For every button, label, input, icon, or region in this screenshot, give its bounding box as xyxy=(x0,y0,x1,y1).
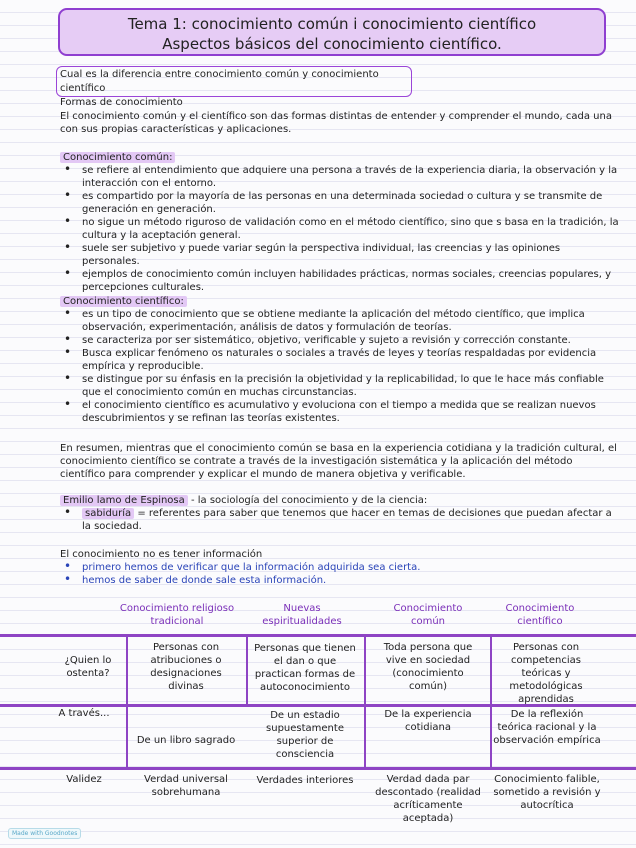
table-cell: De un libro sagrado xyxy=(136,735,236,746)
table-cell: Personas que tienen el dan o que practican formas de autoconocimiento xyxy=(254,643,356,693)
table-divider xyxy=(364,706,366,767)
list-item: • se caracteriza por ser sistemático, objetivo, verificable y sujeto a revisión y corrección constante. xyxy=(60,334,620,347)
section-heading: Conocimiento común: xyxy=(60,152,175,163)
row-label: A través... xyxy=(58,708,110,719)
column-header: Conocimiento común xyxy=(393,603,463,627)
list-item: • es un tipo de conocimiento que se obtiene mediante la aplicación del método científico, que implica observación, experimentación, análisis de datos y formulación de teorías. xyxy=(60,308,620,334)
term-highlight: sabiduría xyxy=(82,508,134,519)
toc-item[interactable]: Formas de conocimiento xyxy=(60,97,183,108)
table-divider xyxy=(490,634,492,706)
row-label: ¿Quien lo ostenta? xyxy=(64,655,112,679)
column-header: Conocimiento religioso tradicional xyxy=(119,603,235,627)
table-of-contents xyxy=(56,66,412,108)
intro-paragraph: El conocimiento común y el científico son das formas distintas de entender y comprender el mundo, cada una con sus propias características y aplicaciones. xyxy=(60,111,612,135)
author-name: Emilio lamo de Espinosa xyxy=(60,495,188,506)
list-item xyxy=(60,507,620,533)
section-conocimiento-cientifico xyxy=(60,295,620,425)
title-line-1: Tema 1: conocimiento común i conocimiento científico xyxy=(127,15,537,33)
toc-item[interactable]: Cual es la diferencia entre conocimiento común y conocimiento científico xyxy=(60,69,379,94)
term-definition: = referentes para saber que tenemos que hacer en temas de decisiones que puedan afectar a la sociedad. xyxy=(82,508,612,532)
summary-paragraph: En resumen, mientras que el conocimiento común se basa en la experiencia cotidiana y la tradición cultural, el conocimiento científico se contrate a través de la investigación sistemática y la aplicación del método científico para comprender y explicar el mundo de manera objetiva y verificable. xyxy=(60,443,617,480)
title-box xyxy=(58,8,606,56)
list-item: • primero hemos de verificar que la información adquirida sea cierta. xyxy=(60,561,620,574)
list-item: • se refiere al entendimiento que adquiere una persona a través de la experiencia diaria, la observación y la interacción con el entorno. xyxy=(60,164,620,190)
table-cell: De la reflexión teórica racional y la observación empírica xyxy=(493,709,601,746)
table-cell: Personas con atribuciones o designaciones divinas xyxy=(150,642,222,692)
list-item: • no sigue un método riguroso de validación como en el método científico, sino que s basa en la tradición, la cultura y la aceptación general. xyxy=(60,216,620,242)
row-label: Validez xyxy=(66,774,102,785)
section-heading: El conocimiento no es tener información xyxy=(60,549,263,560)
table-cell: Personas con competencias teóricas y metodológicas aprendidas xyxy=(509,642,583,705)
table-divider xyxy=(126,706,128,767)
table-cell: Conocimiento falible, sometido a revisión y autocrítica xyxy=(493,774,601,811)
section-conocimiento-comun xyxy=(60,151,620,294)
list-item: • hemos de saber de donde sale esta información. xyxy=(60,574,620,587)
goodnotes-logo: Made with Goodnotes xyxy=(8,828,81,839)
table-divider xyxy=(364,634,366,706)
table-cell: De la experiencia cotidiana xyxy=(384,709,472,733)
table-rule xyxy=(0,767,636,770)
table-cell: De un estadio supuestamente superior de consciencia xyxy=(266,710,344,760)
list-item: • ejemplos de conocimiento común incluyen habilidades prácticas, normas sociales, creencias populares, y percepciones culturales. xyxy=(60,268,620,294)
table-divider xyxy=(246,634,248,706)
list-item: • Busca explicar fenómeno os naturales o sociales a través de leyes y teorías respaldadas por evidencia empírica y reproducible. xyxy=(60,347,620,373)
table-divider xyxy=(126,634,128,706)
column-header: Nuevas espiritualidades xyxy=(262,603,342,627)
list-item: • el conocimiento científico es acumulativo y evoluciona con el tiempo a medida que se realizan nuevos descubrimientos y se refinan las teorías existentes. xyxy=(60,399,620,425)
bullet-list xyxy=(60,308,620,425)
bullet-list xyxy=(60,164,620,294)
list-item: • suele ser subjetivo y puede variar según la perspectiva individual, las creencias y las opiniones personales. xyxy=(60,242,620,268)
list-item: • se distingue por su énfasis en la precisión la objetividad y la replicabilidad, lo que le hace más confiable que el conocimiento común en muchas circunstancias. xyxy=(60,373,620,399)
table-cell: Toda persona que vive en sociedad (conocimiento común) xyxy=(383,642,473,692)
list-item: • es compartido por la mayoría de las personas en una determinada sociedad o cultura y se transmite de generación en generación. xyxy=(60,190,620,216)
table-cell: Verdad dada par descontado (realidad acríticamente aceptada) xyxy=(375,774,481,824)
section-heading: Conocimiento científico: xyxy=(60,296,187,307)
bullet-list xyxy=(60,507,620,533)
section-emilio xyxy=(60,494,620,533)
column-header: Conocimiento científico xyxy=(505,603,575,627)
table-cell: Verdad universal sobrehumana xyxy=(144,774,228,798)
table-rule xyxy=(0,634,636,637)
table-cell: Verdades interiores xyxy=(256,775,354,786)
title-line-2: Aspectos básicos del conocimiento científico. xyxy=(162,35,502,53)
section-informacion xyxy=(60,548,620,587)
bullet-list xyxy=(60,561,620,587)
author-topic: - la sociología del conocimiento y de la ciencia: xyxy=(187,495,428,506)
